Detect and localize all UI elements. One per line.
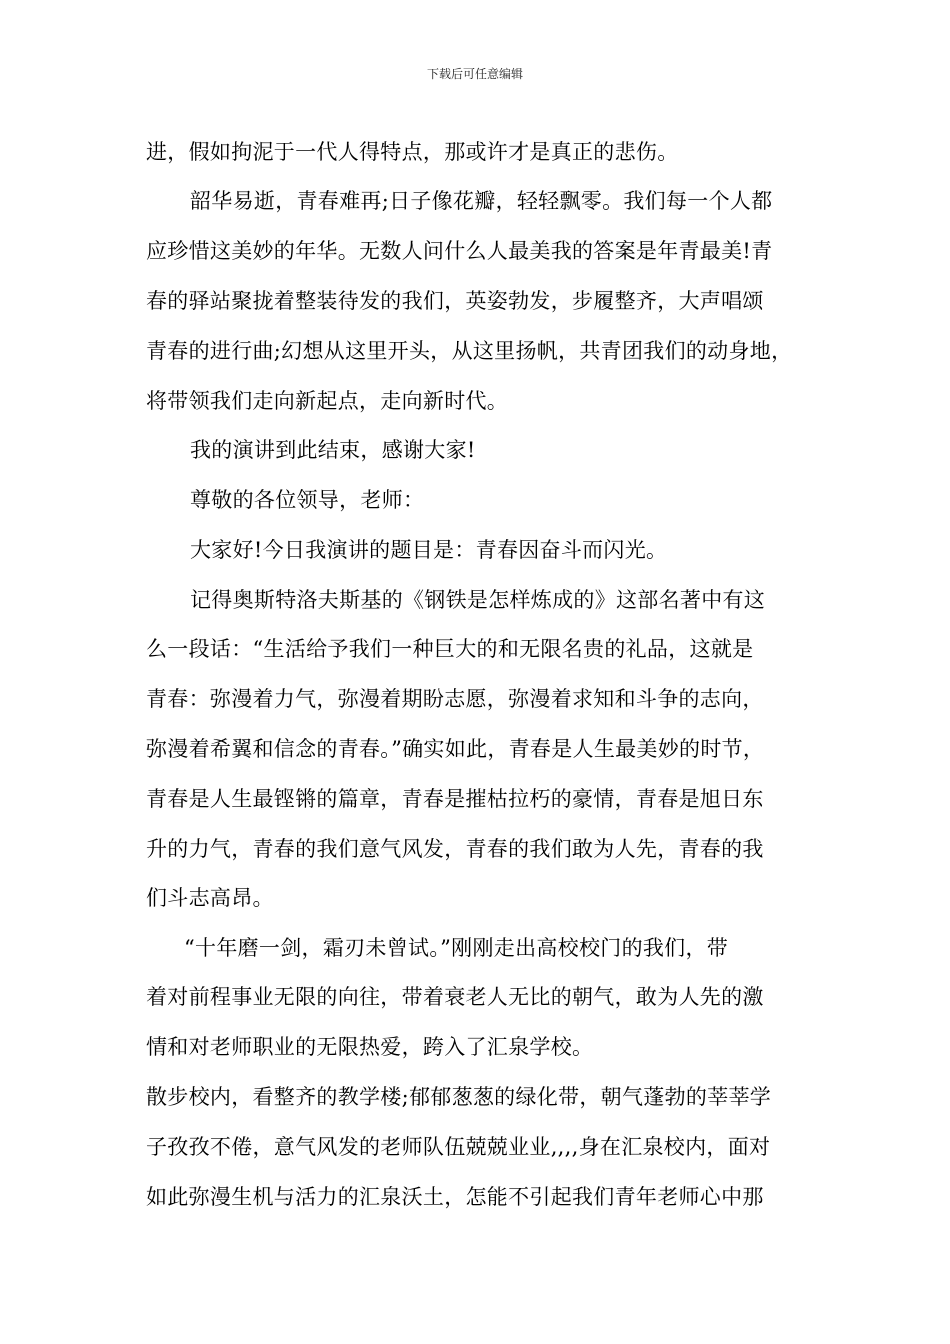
text-line: 么一段话：“生活给予我们一种巨大的和无限名贵的礼品，这就是 (146, 637, 754, 661)
text-line: 子孜孜不倦，意气风发的老师队伍兢兢业业,,,,身在汇泉校内，面对 (146, 1135, 771, 1159)
text-line: “十年磨一剑，霜刃未曾试。”刚刚走出高校校门的我们，带 (184, 936, 729, 960)
text-line: 如此弥漫生机与活力的汇泉沃土，怎能不引起我们青年老师心中那 (146, 1185, 764, 1209)
text-line: 弥漫着希翼和信念的青春。”确实如此，青春是人生最美妙的时节， (146, 737, 765, 761)
text-line: 青春是人生最铿锵的篇章，青春是摧枯拉朽的豪情，青春是旭日东 (146, 787, 764, 811)
text-line: 情和对老师职业的无限热爱，跨入了汇泉学校。 (146, 1035, 594, 1059)
text-line: 青春的进行曲;幻想从这里开头，从这里扬帆，共青团我们的动身地， (146, 339, 793, 363)
text-line: 们斗志高昂。 (146, 886, 274, 910)
text-line: 我的演讲到此结束，感谢大家! (190, 438, 476, 462)
text-line: 记得奥斯特洛夫斯基的《钢铁是怎样炼成的》这部名著中有这 (190, 588, 766, 612)
text-line: 青春：弥漫着力气，弥漫着期盼志愿，弥漫着求知和斗争的志向， (146, 687, 764, 711)
text-line: 尊敬的各位领导，老师： (190, 488, 425, 512)
text-line: 春的驿站聚拢着整装待发的我们，英姿勃发，步履整齐，大声唱颂 (146, 289, 764, 313)
text-line: 着对前程事业无限的向往，带着衰老人无比的朝气，敢为人先的激 (146, 985, 764, 1009)
text-line: 大家好!今日我演讲的题目是：青春因奋斗而闪光。 (190, 538, 668, 562)
text-line: 应珍惜这美妙的年华。无数人问什么人最美我的答案是年青最美!青 (146, 239, 773, 263)
text-line: 散步校内，看整齐的教学楼;郁郁葱葱的绿化带，朝气蓬勃的莘莘学 (146, 1085, 772, 1109)
text-line: 进，假如拘泥于一代人得特点，那或许才是真正的悲伤。 (146, 140, 679, 164)
text-line: 升的力气，青春的我们意气风发，青春的我们敢为人先，青春的我 (146, 837, 764, 861)
page-header: 下载后可任意编辑 (426, 67, 523, 81)
text-line: 韶华易逝，青春难再;日子像花瓣，轻轻飘零。我们每一个人都 (190, 189, 773, 213)
text-line: 将带领我们走向新起点，走向新时代。 (146, 389, 509, 413)
